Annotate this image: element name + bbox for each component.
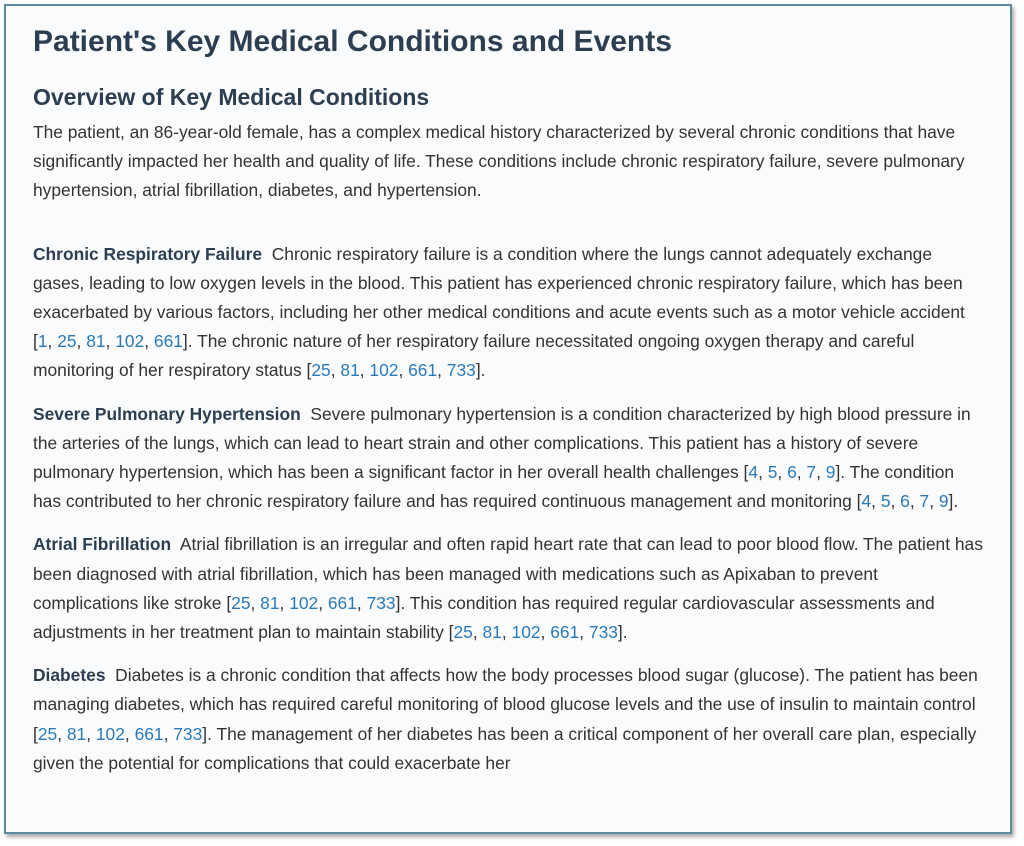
citation-link[interactable]: 102 [511,622,541,643]
page-title: Patient's Key Medical Conditions and Events [33,25,672,58]
citation-link[interactable]: 102 [369,360,399,381]
condition-text: . The chronic nature of her respiratory failure necessitated ongoing oxygen therapy and careful monitoring of her respiratory status [33,331,915,381]
condition-sections [33,240,984,778]
citation-link[interactable]: 25 [231,592,251,613]
citation-link[interactable]: 81 [86,331,106,352]
overview-heading: Overview of Key Medical Conditions [33,84,430,110]
citation-link[interactable]: 661 [408,360,438,381]
condition-text: . The management of her diabetes has been a critical component of her overall care plan, especially given the potential for complications that could exacerbate her [33,723,977,773]
overview-text: The patient, an 86-year-old female, has a complex medical history characterized by several chronic conditions that have significantly impacted her health and quality of life. These conditions include chronic respiratory failure, severe pulmonary hypertension, atrial fibrillation, diabetes, and hypertension. [33,122,965,201]
citation-link[interactable]: 81 [482,622,502,643]
condition-title: Atrial Fibrillation [33,534,172,555]
condition-text: . [480,360,486,381]
citation-link[interactable]: 102 [115,331,145,352]
citation-link[interactable]: 5 [767,462,778,483]
citation-link[interactable]: 6 [900,491,910,512]
condition-title: Severe Pulmonary Hypertension [33,403,301,424]
citation-link[interactable]: 733 [588,622,618,643]
condition-text: . [953,491,959,512]
citation-link[interactable]: 81 [260,592,280,613]
citation-link[interactable]: 661 [327,592,357,613]
citation-link[interactable]: 4 [861,491,872,512]
citation-link[interactable]: 733 [173,723,203,744]
citation-link[interactable]: 1 [37,331,48,352]
citation-link[interactable]: 661 [550,622,580,643]
document-card [4,4,1012,834]
condition-section: Diabetes Diabetes is a chronic condition that affects how the body processes blood sugar (glucose). The patient has been managing diabetes, which has required careful monitoring of blood glucose levels and the use of insulin to maintain control [25, 81, 102, 661, 733]. The management of her diabetes has been a critical component of her overall care plan, especially given the potential for complications that could exacerbate her [33,665,978,773]
citation-link[interactable]: 25 [37,723,58,744]
citation-link[interactable]: 102 [95,723,125,744]
condition-text: . This condition has required regular cardiovascular assessments and adjustments in her treatment plan to maintain stability [33,592,935,643]
citation-link[interactable]: 733 [446,360,476,381]
citation-link[interactable]: 9 [938,491,949,512]
condition-title: Chronic Respiratory Failure [33,243,263,264]
condition-text: Atrial fibrillation is an irregular and often rapid heart rate that can lead to poor blood flow. The patient has been diagnosed with atrial fibrillation, which has been managed with medications such as Apixaban to prevent complications like stroke [33,534,983,613]
citation-link[interactable]: 4 [748,462,759,483]
condition-text: . The condition has contributed to her chronic respiratory failure and has required continuous management and monitoring [33,462,955,512]
citation-link[interactable]: 81 [66,723,87,744]
citation-link[interactable]: 7 [919,491,930,512]
citation-link[interactable]: 6 [787,462,797,483]
citation-link[interactable]: 5 [880,491,891,512]
condition-section: Chronic Respiratory Failure Chronic respiratory failure is a condition where the lungs cannot adequately exchange gases, leading to low oxygen levels in the blood. This patient has experienced chronic respiratory failure, which has been exacerbated by various factors, including her other medical conditions and acute events such as a motor vehicle accident [1, 25, 81, 102, 661]. The chronic nature of her respiratory failure necessitated ongoing oxygen therapy and careful monitoring of her respiratory status [25, 81, 102, 661, 733]. [33,243,965,381]
citation-link[interactable]: 9 [825,462,836,483]
condition-text: Diabetes is a chronic condition that affects how the body processes blood sugar (glucose). The patient has been managing diabetes, which has required careful monitoring of blood glucose levels and the use of insulin to maintain control [33,665,978,715]
citation-link[interactable]: 661 [134,723,164,744]
condition-section: Severe Pulmonary Hypertension Severe pulmonary hypertension is a condition characterized by high blood pressure in the arteries of the lungs, which can lead to heart strain and other complications. This patient has a history of severe pulmonary hypertension, which has been a significant factor in her overall health challenges [4, 5, 6, 7, 9]. The condition has contributed to her chronic respiratory failure and has required continuous management and monitoring [4, 5, 6, 7, 9]. [33,403,971,512]
citation-link[interactable]: 661 [153,331,183,352]
citation-link[interactable]: 102 [289,592,319,613]
citation-link[interactable]: 25 [311,360,331,381]
citation-link[interactable]: 25 [453,622,473,643]
condition-text: Chronic respiratory failure is a condition where the lungs cannot adequately exchange gases, leading to low oxygen levels in the blood. This patient has experienced chronic respiratory failure, which has been exacerbated by various factors, including her other medical conditions and acute events such as a motor vehicle accident [33,243,965,323]
condition-section: Atrial Fibrillation Atrial fibrillation is an irregular and often rapid heart rate that can lead to poor blood flow. The patient has been diagnosed with atrial fibrillation, which has been managed with medications such as Apixaban to prevent complications like stroke [25, 81, 102, 661, 733]. This condition has required regular cardiovascular assessments and adjustments in her treatment plan to maintain stability [25, 81, 102, 661, 733]. [33,534,983,643]
condition-text: Severe pulmonary hypertension is a condition characterized by high blood pressure in the arteries of the lungs, which can lead to heart strain and other complications. This patient has a history of severe pulmonary hypertension, which has been a significant factor in her overall health challenges [33,403,971,483]
citation-link[interactable]: 25 [57,331,77,352]
condition-text: . [622,622,628,643]
citation-link[interactable]: 81 [340,360,360,381]
condition-title: Diabetes [33,665,106,686]
citation-link[interactable]: 733 [366,592,396,613]
citation-link[interactable]: 7 [806,462,817,483]
